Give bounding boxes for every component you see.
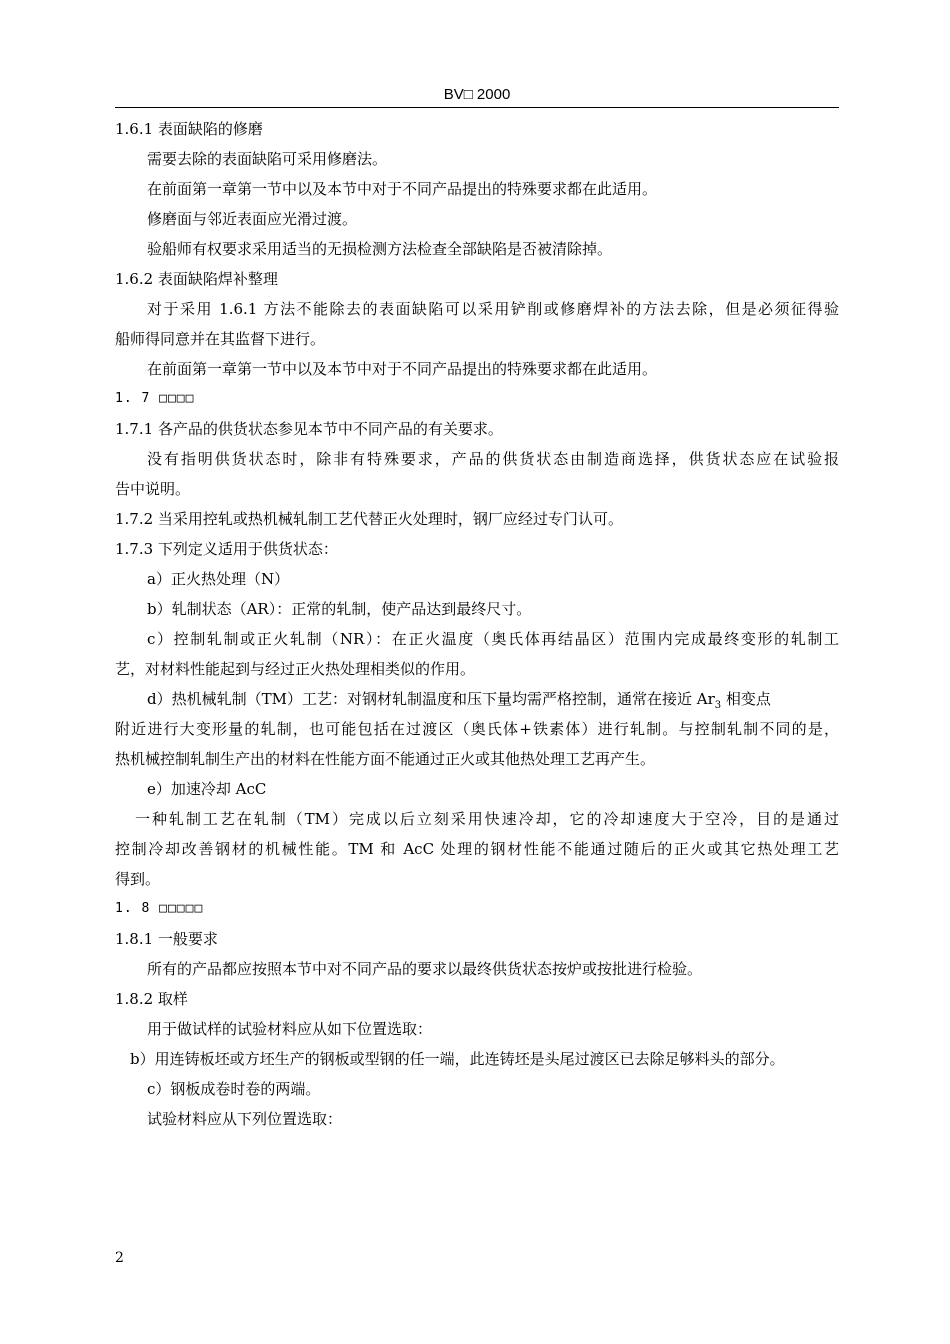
- paragraph: 验船师有权要求采用适当的无损检测方法检查全部缺陷是否被清除掉。: [147, 240, 613, 258]
- header-rule: [115, 107, 839, 108]
- section-1-7-2-heading: 1.7.2 当采用控轧或热机械轧制工艺代替正火处理时，钢厂应经过专门认可。: [115, 510, 623, 528]
- subscript: 3: [714, 700, 722, 711]
- list-item-b: b）轧制状态（AR）：正常的轧制，使产品达到最终尺寸。: [147, 600, 532, 618]
- section-1-6-1-heading: 1.6.1 表面缺陷的修磨: [115, 120, 263, 138]
- running-header: BV□ 2000: [443, 86, 511, 103]
- section-1-8-heading: 1. 8 □□□□□: [115, 901, 204, 916]
- paragraph-continuation: 船师得同意并在其监督下进行。: [115, 330, 326, 348]
- paragraph: 用于做试样的试验材料应从如下位置选取：: [147, 1020, 433, 1038]
- paragraph-continuation: 得到。: [115, 870, 161, 888]
- section-1-8-1-heading: 1.8.1 一般要求: [115, 930, 218, 948]
- paragraph: 所有的产品都应按照本节中对不同产品的要求以最终供货状态按炉或按批进行检验。: [147, 960, 703, 978]
- document-body: [115, 114, 839, 1134]
- paragraph: 修磨面与邻近表面应光滑过渡。: [147, 210, 358, 228]
- list-item-d-text: d）热机械轧制（TM）工艺：对钢材轧制温度和压下量均需严格控制，通常在接近 Ar: [147, 690, 715, 708]
- paragraph-continuation: 告中说明。: [115, 480, 191, 498]
- list-item-c-continuation: 艺，对材料性能起到与经过正火热处理相类似的作用。: [115, 660, 476, 678]
- page-number: 2: [115, 1250, 124, 1266]
- list-item-d-continuation: 热机械控制轧制生产出的材料在性能方面不能通过正火或其他热处理工艺再产生。: [115, 750, 656, 768]
- list-item-e: e）加速冷却 AcC: [147, 780, 267, 798]
- section-1-7-1-heading: 1.7.1 各产品的供货状态参见本节中不同产品的有关要求。: [115, 420, 503, 438]
- list-item-b: b）用连铸板坯或方坯生产的钢板或型钢的任一端，此连铸坯是头尾过渡区已去除足够料头的部分。: [130, 1050, 785, 1068]
- section-1-8-2-heading: 1.8.2 取样: [115, 990, 188, 1008]
- list-item-d-text-end: 相变点: [721, 690, 771, 708]
- paragraph: 没有指明供货状态时，除非有特殊要求，产品的供货状态由制造商选择，供货状态应在试验报: [147, 450, 839, 468]
- paragraph: 对于采用 1.6.1 方法不能除去的表面缺陷可以采用铲削或修磨焊补的方法去除，但是必须征得验: [147, 300, 839, 318]
- paragraph: 试验材料应从下列位置选取：: [147, 1110, 343, 1128]
- list-item-c: c）控制轧制或正火轧制（NR）：在正火温度（奥氏体再结晶区）范围内完成最终变形的轧制工: [147, 630, 839, 648]
- paragraph: 一种轧制工艺在轧制（TM）完成以后立刻采用快速冷却，它的冷却速度大于空冷，目的是通过: [135, 810, 839, 828]
- list-item-d-continuation: 附近进行大变形量的轧制，也可能包括在过渡区（奥氏体+铁素体）进行轧制。与控制轧制不同的是，: [115, 720, 839, 738]
- section-1-7-3-heading: 1.7.3 下列定义适用于供货状态：: [115, 540, 338, 558]
- section-1-7-heading: 1. 7 □□□□: [115, 391, 195, 406]
- paragraph: 在前面第一章第一节中以及本节中对于不同产品提出的特殊要求都在此适用。: [147, 180, 658, 198]
- list-item-d: [115, 684, 839, 714]
- section-1-6-2-heading: 1.6.2 表面缺陷焊补整理: [115, 270, 278, 288]
- list-item-c: c）钢板成卷时卷的两端。: [147, 1080, 321, 1098]
- list-item-a: a）正火热处理（N）: [147, 570, 290, 588]
- paragraph: 需要去除的表面缺陷可采用修磨法。: [147, 150, 388, 168]
- paragraph-continuation: 控制冷却改善钢材的机械性能。TM 和 AcC 处理的钢材性能不能通过随后的正火或其它热处理工艺: [115, 840, 839, 858]
- paragraph: 在前面第一章第一节中以及本节中对于不同产品提出的特殊要求都在此适用。: [147, 360, 658, 378]
